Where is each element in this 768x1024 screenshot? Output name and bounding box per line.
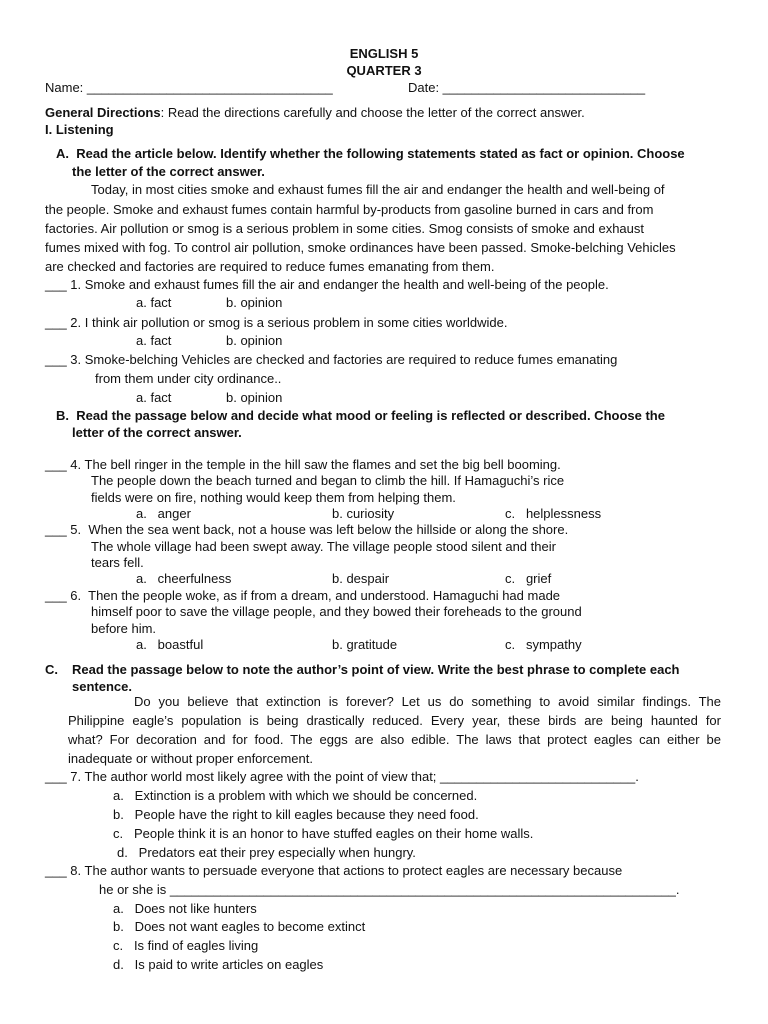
name-field[interactable]: Name: __________________________________ (45, 80, 333, 95)
question-6-cont: before him. (91, 621, 157, 636)
section-b-instruction: B. Read the passage below and decide what mood or feeling is reflected or described. Choose the (56, 408, 665, 423)
question-1[interactable]: ___ 1. Smoke and exhaust fumes fill the air and endanger the health and well-being of the people. (45, 277, 609, 292)
passage-a-line: Today, in most cities smoke and exhaust fumes fill the air and endanger the health and well-being of (91, 182, 665, 197)
passage-c-line: Philippine eagle’s population is being drastically reduced. Every year, these birds are being haunted for (68, 713, 721, 728)
question-3-cont: from them under city ordinance.. (95, 371, 282, 386)
q1-option-a[interactable]: a. fact (136, 295, 172, 310)
passage-a-line: the people. Smoke and exhaust fumes contain harmful by-products from gasoline burned in cars and from (45, 202, 654, 217)
question-5-cont: tears fell. (91, 555, 144, 570)
section-a-instruction-cont: the letter of the correct answer. (72, 164, 265, 179)
question-4[interactable]: ___ 4. The bell ringer in the temple in the hill saw the flames and set the big bell booming. (45, 457, 561, 472)
q8-option-d[interactable]: d. Is paid to write articles on eagles (113, 957, 324, 972)
question-8-cont[interactable]: he or she is ______________________________________________________________________. (99, 882, 680, 897)
section-b-instruction-cont: letter of the correct answer. (72, 425, 242, 440)
question-4-cont: fields were on fire, nothing would keep them from helping them. (91, 490, 456, 505)
question-6[interactable]: ___ 6. Then the people woke, as if from a dream, and understood. Hamaguchi had made (45, 588, 561, 603)
q4-option-b[interactable]: b. curiosity (332, 506, 395, 521)
question-8[interactable]: ___ 8. The author wants to persuade everyone that actions to protect eagles are necessary because (45, 863, 623, 878)
quarter-title: QUARTER 3 (346, 63, 422, 78)
passage-a-line: fumes mixed with fog. To control air pollution, smoke ordinances have been passed. Smoke-belching Vehicles (45, 240, 676, 255)
q7-option-c[interactable]: c. People think it is an honor to have stuffed eagles on their home walls. (113, 826, 534, 841)
question-5[interactable]: ___ 5. When the sea went back, not a house was left below the hillside or along the shore. (45, 522, 569, 537)
subject-title: ENGLISH 5 (349, 46, 419, 61)
date-field[interactable]: Date: ____________________________ (408, 80, 646, 95)
q6-option-c[interactable]: c. sympathy (505, 637, 582, 652)
q6-option-b[interactable]: b. gratitude (332, 637, 398, 652)
question-2[interactable]: ___ 2. I think air pollution or smog is a serious problem in some cities worldwide. (45, 315, 508, 330)
general-directions (45, 105, 585, 121)
passage-c-line: inadequate or without proper enforcement. (68, 751, 313, 766)
passage-a-line: are checked and factories are required to reduce fumes emanating from them. (45, 259, 495, 274)
question-7[interactable]: ___ 7. The author world most likely agree with the point of view that; ___________________________. (45, 769, 639, 784)
question-3[interactable]: ___ 3. Smoke-belching Vehicles are checked and factories are required to reduce fumes emanating (45, 352, 618, 367)
part-listening-title: I. Listening (45, 122, 114, 137)
question-5-cont: The whole village had been swept away. The village people stood silent and their (91, 539, 556, 554)
q8-option-b[interactable]: b. Does not want eagles to become extinct (113, 919, 366, 934)
section-c-instruction-cont: sentence. (72, 679, 132, 694)
q5-option-c[interactable]: c. grief (505, 571, 552, 586)
passage-a-line: factories. Air pollution or smog is a serious problem in some cities. Smog consists of smoke and exhaust (45, 221, 644, 236)
question-6-cont: himself poor to save the village people, and they bowed their foreheads to the ground (91, 604, 582, 619)
q7-option-b[interactable]: b. People have the right to kill eagles because they need food. (113, 807, 479, 822)
q4-option-a[interactable]: a. anger (136, 506, 191, 521)
section-a-instruction: A. Read the article below. Identify whether the following statements stated as fact or opinion. Choose (56, 146, 685, 161)
q1-option-b[interactable]: b. opinion (226, 295, 283, 310)
q5-option-b[interactable]: b. despair (332, 571, 390, 586)
section-c-letter: C. (45, 662, 58, 677)
q2-option-a[interactable]: a. fact (136, 333, 172, 348)
q6-option-a[interactable]: a. boastful (136, 637, 204, 652)
passage-c-line: what? For decoration and for food. The eggs are also edible. The laws that protect eagles can either be (68, 732, 721, 747)
q8-option-a[interactable]: a. Does not like hunters (113, 901, 257, 916)
q3-option-b[interactable]: b. opinion (226, 390, 283, 405)
q7-option-a[interactable]: a. Extinction is a problem with which we should be concerned. (113, 788, 478, 803)
question-4-cont: The people down the beach turned and began to climb the hill. If Hamaguchi’s rice (91, 473, 565, 488)
q4-option-c[interactable]: c. helplessness (505, 506, 602, 521)
q2-option-b[interactable]: b. opinion (226, 333, 283, 348)
general-directions-text: : Read the directions carefully and choose the letter of the correct answer. (160, 105, 585, 120)
q5-option-a[interactable]: a. cheerfulness (136, 571, 232, 586)
general-directions-label: General Directions (45, 105, 161, 120)
q7-option-d[interactable]: d. Predators eat their prey especially when hungry. (117, 845, 416, 860)
section-c-instruction: Read the passage below to note the author’s point of view. Write the best phrase to complete each (72, 662, 680, 677)
passage-c-line: Do you believe that extinction is forever? Let us do something to avoid similar findings. The (134, 694, 721, 709)
q8-option-c[interactable]: c. Is find of eagles living (113, 938, 259, 953)
q3-option-a[interactable]: a. fact (136, 390, 172, 405)
